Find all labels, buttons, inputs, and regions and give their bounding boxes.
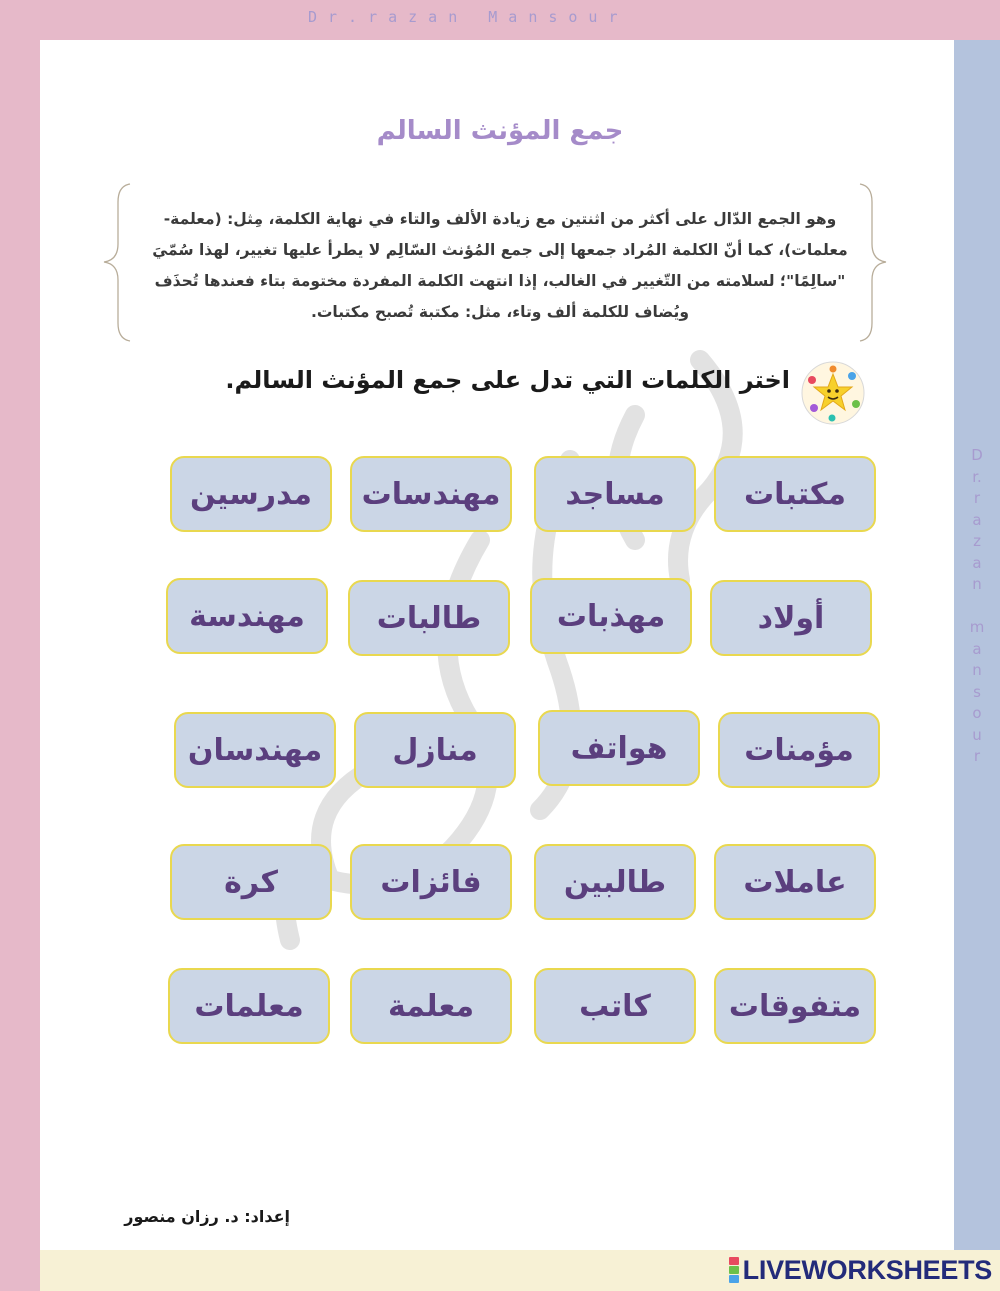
side-watermark-letter: n [972,575,982,593]
word-option[interactable]: مساجد [534,456,696,532]
side-watermark-letter: r [973,747,981,765]
word-option[interactable]: طالبين [534,844,696,920]
intro-line: "سالِمًا"؛ لسلامته من التّغيير في الغالب، إذا انتهت الكلمة المفردة مختومة بتاء فعندها تُحذَف [154,272,846,290]
side-watermark-letter: D [971,446,983,464]
intro-line: ويُضاف للكلمة ألف وتاء، مثل: مكتبة تُصبح مكتبات. [310,303,690,321]
footer-band [40,1250,1000,1291]
word-grid [166,456,880,1056]
side-watermark-letter: r. [972,467,982,486]
side-watermark-letter: m [969,618,985,636]
word-option[interactable]: مكتبات [714,456,876,532]
side-watermark [954,445,1000,768]
word-option[interactable]: معلمة [350,968,512,1044]
intro-paragraph [140,204,860,328]
intro-line: معلمات)، كما أنّ الكلمة المُراد جمعها إلى جمع المُؤنث السّالِم لا يطرأ عليها تغيير، لهذا سُمّيَ [152,241,848,259]
word-option[interactable]: مهذبات [530,578,692,654]
liveworksheets-logo-icon [729,1257,739,1283]
word-option[interactable]: كاتب [534,968,696,1044]
top-watermark: Dr.razan Mansour [308,8,629,26]
author-credit: إعداد: د. رزان منصور [124,1207,290,1226]
side-watermark-letter: a [972,639,982,658]
word-option[interactable]: عاملات [714,844,876,920]
word-option[interactable]: أولاد [710,580,872,656]
right-strip [954,40,1000,1250]
liveworksheets-brand[interactable] [729,1255,992,1285]
word-option[interactable]: مهندسان [174,712,336,788]
top-band [0,0,1000,40]
kids-sticker-icon [800,360,866,426]
word-option[interactable]: كرة [170,844,332,920]
word-option[interactable]: معلمات [168,968,330,1044]
word-option[interactable]: مهندسات [350,456,512,532]
page-title: جمع المؤنث السالم [376,116,624,146]
side-watermark-letter: u [972,725,982,744]
word-option[interactable]: هواتف [538,710,700,786]
side-watermark-letter: r [973,489,981,507]
side-watermark-letter: s [973,682,981,701]
word-option[interactable]: فائزات [350,844,512,920]
brand-text: LIVEWORKSHEETS [742,1254,992,1285]
side-watermark-letter: a [972,510,982,529]
word-option[interactable]: طالبات [348,580,510,656]
side-watermark-letter: a [972,553,982,572]
word-option[interactable]: منازل [354,712,516,788]
word-option[interactable]: مهندسة [166,578,328,654]
side-watermark-letter [975,596,980,618]
word-option[interactable]: متفوقات [714,968,876,1044]
side-watermark-letter: z [973,532,981,550]
word-option[interactable]: مؤمنات [718,712,880,788]
intro-line: وهو الجمع الدّال على أكثر من اثنتين مع زيادة الألف والتاء في نهاية الكلمة، مِثل: (معلمة- [163,210,837,228]
instruction-text: اختر الكلمات التي تدل على جمع المؤنث السالم. [225,366,790,394]
side-watermark-letter: o [972,704,982,722]
word-option[interactable]: مدرسين [170,456,332,532]
side-watermark-letter: n [972,661,982,679]
